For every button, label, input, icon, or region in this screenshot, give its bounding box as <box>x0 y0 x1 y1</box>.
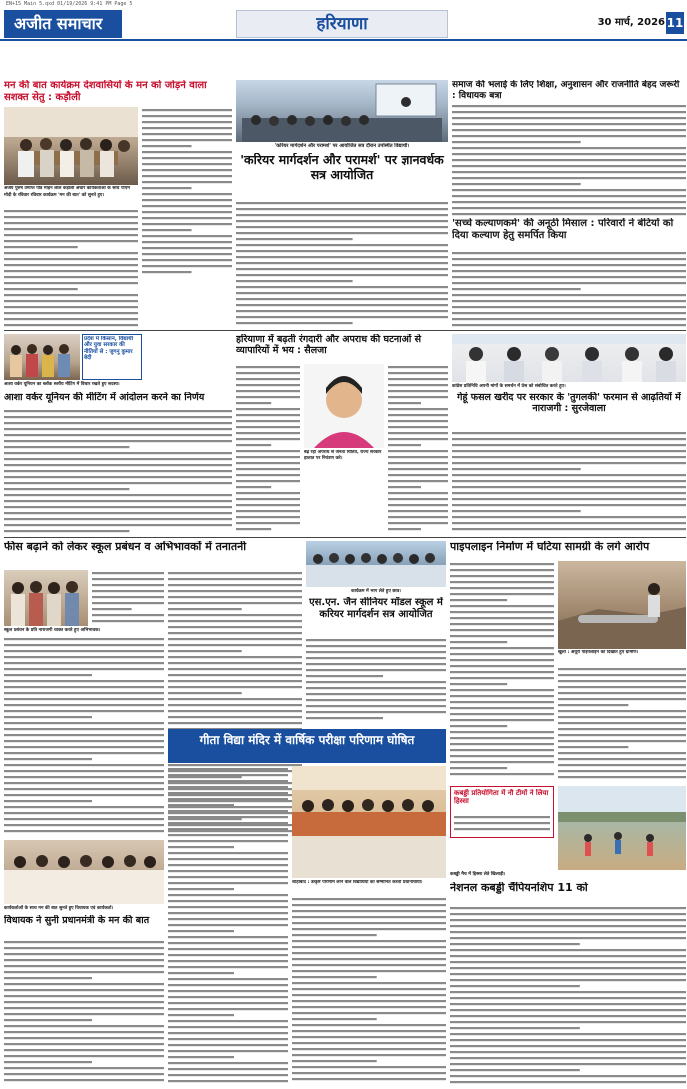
subhead-women-education: 'सच्चे कल्याणकर्म' की अनूठी मिसाल : परिवारों ने बेटियों को दिया कल्याण हेतु समर्पित किया <box>452 218 674 241</box>
article-body-selja-left <box>236 364 300 534</box>
greeked-text-lines <box>4 636 164 836</box>
photo-pipeline <box>558 561 686 649</box>
headline-asha-workers: आशा वर्कर यूनियन की मीटिंग में आंदोलन करने का निर्णय <box>4 392 205 403</box>
pipeline-site-photo-icon <box>558 561 686 649</box>
greeked-text-lines <box>450 561 554 781</box>
article-body-fee-hike-b <box>4 636 164 836</box>
headline-city-box: प्रदेश में किसान, विद्यार्थी और युवा सरकार की नीतियों से : जुगनू कुमार बेदी <box>84 336 134 362</box>
article-body-fee-hike-a <box>92 570 164 626</box>
meeting-photo-icon <box>4 107 138 185</box>
article-body-mann-ki-baat <box>4 208 138 328</box>
article-body-geeta <box>168 766 288 1086</box>
greeked-text-lines <box>168 766 288 1086</box>
caption-vidhayak: कार्यकर्ताओं के साथ मन की बात सुनते हुए विधायक एवं कार्यकर्ता। <box>4 906 114 911</box>
photo-sr-model <box>306 541 446 587</box>
headline-career-guidance: 'करियर मार्गदर्शन और परामर्श' पर ज्ञानवर्धक सत्र आयोजित <box>240 153 444 182</box>
caption-kabaddi: कबड्डी मैच में हिस्सा लेते खिलाड़ी। <box>450 872 506 877</box>
headline-wheat-purchase: गेहूं फसल खरीद पर सरकार के 'तुगलकी' फरमान से आढ़तियों में नाराजगी : सुरजेवाला <box>457 392 681 415</box>
students-award-photo-icon <box>292 766 446 878</box>
section-title: हरियाणा <box>236 10 448 38</box>
photo-selja <box>304 364 384 448</box>
article-body-kabaddi <box>450 905 686 1086</box>
parents-protest-photo-icon <box>4 570 88 626</box>
headline-women-education: समाज की भलाई के लिए शिक्षा, अनुशासन और राजनीति बेहद जरूरी : विधायक बत्रा <box>452 80 680 101</box>
greeked-text-lines <box>454 814 550 836</box>
article-body-pipeline-left <box>450 561 554 781</box>
caption-pipeline: खुला : अधूरी पाइपलाइन को दिखाते हुए ग्रामीण। <box>558 650 639 655</box>
article-body-geeta-2 <box>292 896 446 1086</box>
article-body-women-education <box>452 103 686 217</box>
headline-pipeline: पाइपलाइन निर्माण में घटिया सामग्री के लगे आरोप <box>450 541 650 553</box>
issue-date: 30 मार्च, 2026 <box>597 17 665 28</box>
greeked-text-lines <box>452 430 686 534</box>
article-body-asha-workers <box>4 408 232 534</box>
photo-fee-hike <box>4 570 88 626</box>
article-body-vidhayak <box>4 939 164 1086</box>
photo-geeta <box>292 766 446 878</box>
print-slug: EN+15 Main 5.qxd 01/19/2026 9:41 PM Page 5 <box>6 1 133 7</box>
kabaddi-ground-photo-icon <box>558 786 686 870</box>
photo-career-guidance <box>236 80 448 142</box>
greeked-text-lines <box>142 107 232 277</box>
headline-kabaddi: नेशनल कबड्डी चैंपियनशिप 11 को <box>450 882 588 894</box>
headline-geeta: गीता विद्या मंदिर में वार्षिक परीक्षा परिणाम घोषित <box>199 733 415 747</box>
greeked-text-lines <box>558 666 686 781</box>
headline-selja: हरियाणा में बढ़ती रंगदारी और अपराध की घटनाओं से व्यापारियों में भय : सैलजा <box>236 334 422 357</box>
headline-fee-hike: फीस बढ़ाने को लेकर स्कूल प्रबंधन व अभिभावकों में तनातनी <box>4 541 247 553</box>
greeked-text-lines <box>388 364 448 534</box>
greeked-text-lines <box>236 200 448 328</box>
greeked-text-lines <box>92 570 164 626</box>
headline-vidhayak: विधायक ने सुनी प्रधानमंत्री के मन की बात <box>4 915 150 926</box>
greeked-text-lines <box>450 905 686 1086</box>
subhead-geeta: शाहाबाद : उत्कृष्ट परिणाम लाने वाले विद्यार्थियों को सम्मानित करती प्रधानाचार्या। <box>292 880 423 885</box>
caption-career-guidance: 'करियर मार्गदर्शन और परामर्श' पर आयोजित सत्र दौरान उपस्थित विद्यार्थी। <box>274 143 410 149</box>
greeked-text-lines <box>4 939 164 1086</box>
article-body-mann-ki-baat-right <box>142 107 232 277</box>
caption-sr-model: कार्यक्रम में भाग लेते हुए छात्र। <box>351 589 401 594</box>
portrait-photo-icon <box>304 364 384 448</box>
article-body-women-education-2 <box>452 250 686 328</box>
caption-asha-workers: आशा वर्कर यूनियन का ब्लॉक स्तरीय मीटिंग में विचार रखते हुए सदस्य। <box>4 382 120 387</box>
headline-sr-model: एस.एन. जैन सीनियर मॉडल स्कूल में करियर मार्गदर्शन सत्र आयोजित <box>309 597 443 620</box>
photo-kabaddi <box>558 786 686 870</box>
greeked-text-lines <box>306 637 446 725</box>
caption-wheat-purchase: कांग्रेस प्रतिनिधि अपनी मांगों के समर्थन में प्रेस को संबोधित करते हुए। <box>452 384 566 389</box>
greeked-text-lines <box>236 364 300 534</box>
photo-mann-ki-baat <box>4 107 138 185</box>
article-body-sr-model <box>306 637 446 725</box>
caption-mann-ki-baat: अजय पुरुष उमाप्त पोंडे मोहन लाल कड़ौली अचार कार्यकर्ताओं के साथ पीएम मोदी के रविवार रविवार कार्यक्रम 'मन की बात' को सुनते हुए। <box>4 186 130 198</box>
headline-mann-ki-baat: मन की बात कार्यक्रम देशवासियों के मन को जोड़ने वाला सशक्त सेतु : कड़ौली <box>4 80 207 103</box>
article-body-wheat-purchase <box>452 430 686 534</box>
photo-asha-workers <box>4 334 80 380</box>
greeked-text-lines <box>4 208 138 328</box>
students-photo-icon <box>306 541 446 587</box>
page-number: 11 <box>666 12 684 34</box>
group-photo-icon <box>4 334 80 380</box>
photo-wheat-purchase <box>452 334 686 382</box>
row-divider-2 <box>4 537 686 538</box>
greeked-text-lines <box>4 408 232 534</box>
article-body-sports <box>454 814 550 836</box>
greeked-text-lines <box>452 103 686 217</box>
newspaper-brand: अजीत समाचार <box>4 10 122 38</box>
article-body-selja-right <box>388 364 448 534</box>
caption-fee-hike: स्कूल प्रबंधन के प्रति नाराजगी व्यक्त करते हुए अभिभावक। <box>4 628 101 633</box>
article-body-career-guidance <box>236 200 448 328</box>
photo-vidhayak <box>4 840 164 904</box>
greeked-text-lines <box>452 250 686 328</box>
row-divider-1 <box>4 330 686 331</box>
party-workers-photo-icon <box>4 840 164 904</box>
greeked-text-lines <box>292 896 446 1086</box>
headline-sports: कबड्डी प्रतियोगिता में नौ टीमों ने लिया हिस्सा <box>454 789 549 806</box>
classroom-photo-icon <box>236 80 448 142</box>
press-meet-photo-icon <box>452 334 686 382</box>
caption-selja: बढ़ रहा अपराध से जनता चिंतित, राज्य सरकार हालात पर नियंत्रण करे। <box>304 450 382 461</box>
article-body-pipeline-right <box>558 666 686 781</box>
